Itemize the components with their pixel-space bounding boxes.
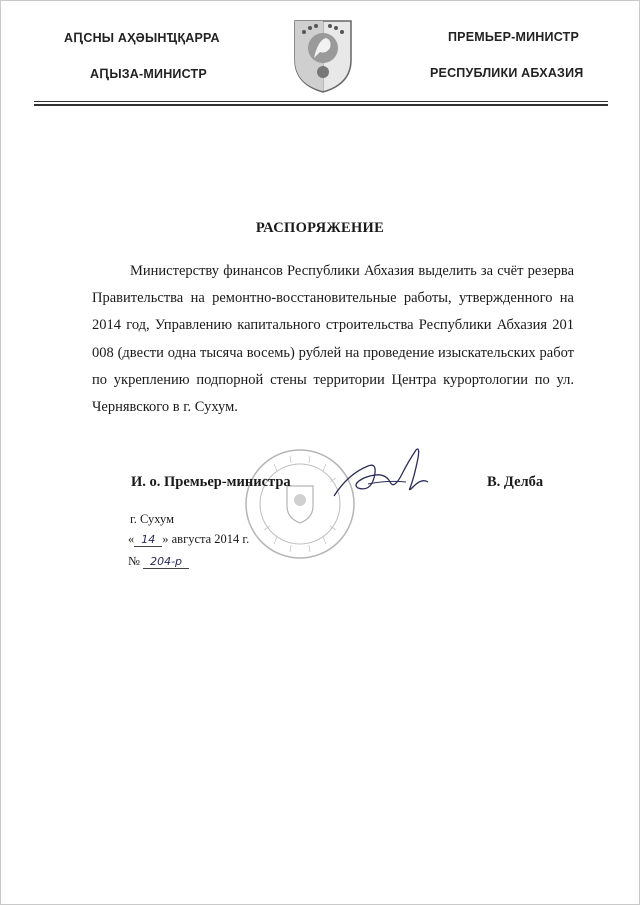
order-number-line xyxy=(128,554,189,569)
signer-position: И. о. Премьер-министра xyxy=(131,474,291,490)
header-right-title: ПРЕМЬЕР-МИНИСТР xyxy=(448,30,579,44)
body-paragraph: Министерству финансов Республики Абхазия выделить за счёт резерва Правительства на ремонтно-восстановительные работы, утвержденного на 2014 год, Управлению капитального строительства Республики Абхазия 201 008 (двести одна тысяча восемь) рублей на проведение изыскательских работ по укреплению подпорной стены территории Центра курортологии по ул. Чернявского в г. Сухум. xyxy=(92,263,574,416)
date-rest: » августа 2014 г. xyxy=(162,532,250,546)
date-line xyxy=(128,532,249,547)
header-rule-thick xyxy=(34,104,608,106)
document-title: РАСПОРЯЖЕНИЕ xyxy=(255,220,385,236)
header-rule-thin xyxy=(34,101,608,102)
emblem-icon xyxy=(292,18,354,94)
signature-icon xyxy=(328,444,448,504)
number-sign: № xyxy=(128,554,140,568)
header-left-subtitle: АԤЫЗА-МИНИСТР xyxy=(90,67,207,81)
city-label: г. Сухум xyxy=(130,512,175,526)
order-number-handwritten: 204-р xyxy=(143,555,189,569)
signer-name: В. Делба xyxy=(487,474,544,490)
header-right-subtitle: РЕСПУБЛИКИ АБХАЗИЯ xyxy=(430,66,584,80)
date-day-handwritten: 14 xyxy=(134,533,162,547)
header-left-title: АԤСНЫ АҲӘЫНҴҚАРРА xyxy=(64,31,220,45)
document-body xyxy=(92,258,574,421)
date-open-quote: « xyxy=(128,532,135,546)
